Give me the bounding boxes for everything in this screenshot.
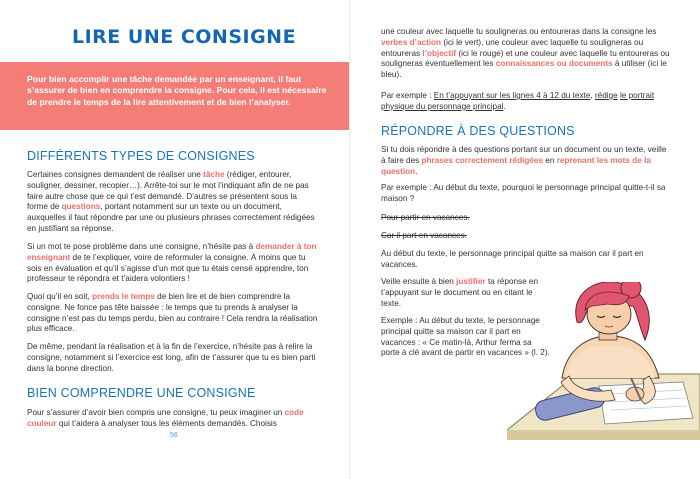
paragraph-repondre: Si tu dois répondre à des questions portant sur un document ou un texte, veille à faire des phrases correctement rédigées en reprenant les mots de la question. <box>381 145 667 176</box>
paragraph-couleurs: une couleur avec laquelle tu souligneras ou entoureras dans la consigne les verbes d’action (ici le vert), une couleur avec laquelle tu souligneras ou entoureras l’objectif (ici le rouge) et une couleur avec laquelle tu entoureras ou souligneras éventuellement les connaissances ou documents à utiliser (ici le bleu). <box>381 27 670 80</box>
highlight-prends-temps: prends le temps <box>92 292 155 301</box>
heading-types-consignes: DIFFÉRENTS TYPES DE CONSIGNES <box>27 149 255 163</box>
paragraph-types: Certaines consignes demandent de réaliser une tâche (rédiger, entourer, souligner, dessiner, recopier…). Arrête-toi sur le mot l’indiquant afin de ne pas faire autre chose que ce qui t’est demandé. D’autres se présentent sous la forme de questions, portant notamment sur un texte ou un document, auxquelles il faut répondre par une ou plusieurs phrases correctement rédigées en justifiant sa réponse. <box>27 170 315 233</box>
paragraph-code-couleur: Pour s’assurer d’avoir bien compris une consigne, tu peux imaginer un code couleur qui t’aidera à analyser tous les éléments demandés. Choisis <box>27 408 304 428</box>
good-answer: Au début du texte, le personnage principal quitte sa maison car il part en vacances. <box>381 249 644 269</box>
heading-repondre: RÉPONDRE À DES QUESTIONS <box>381 124 575 138</box>
example-citation: Exemple : Au début du texte, le personnage principal quitte sa maison car il part en vacances : « Ce matin-là, Arthur ferma sa porte à clé avant de partir en vacances » (l. 2). <box>381 316 550 358</box>
page-number-left: 56 <box>170 432 178 439</box>
highlight-questions: questions <box>61 202 101 212</box>
example-question: Par exemple : Au début du texte, pourquoi le personnage principal quitte-t-il sa maison ? <box>381 183 666 203</box>
wrong-answer-1: Pour partir en vacances. <box>381 213 470 222</box>
highlight-justifier: justifier <box>456 277 486 286</box>
paragraph-justifier: Veille ensuite à bien justifier ta réponse en t’appuyant sur le document ou en citant le texte. <box>381 277 539 308</box>
highlight-objectif: l’objectif <box>422 48 457 58</box>
heading-bien-comprendre: BIEN COMPRENDRE UNE CONSIGNE <box>27 386 256 400</box>
paragraph-prends-temps: Quoi qu’il en soit, prends le temps de bien lire et de bien comprendre la consigne. Ne fonce pas tête baissée : le temps que tu prends à analyser la consigne n’est pas du temps perdu, bien au contraire ! Cela rendra la réalisation plus efficace. <box>27 292 318 334</box>
highlight-code-couleur: code couleur <box>27 408 304 428</box>
highlight-phrases: phrases correctement rédigées <box>421 155 544 165</box>
page-title: LIRE UNE CONSIGNE <box>72 26 297 48</box>
paragraph-demander: Si un mot te pose problème dans une consigne, n’hésite pas à demander à ton enseignant de te l’expliquer, voire de reformuler la consigne. À moins que tu sois en évaluation et qu’il s’agisse d’un mot que tu étais censé apprendre, ton professeur te répondra et t’aidera volontiers ! <box>27 242 317 284</box>
wrong-answer-2: Car il part en vacances. <box>381 231 468 240</box>
girl-writing-illustration <box>507 282 700 440</box>
highlight-tache: tâche <box>203 170 225 179</box>
highlight-reprenant: reprenant les mots de la question <box>381 155 651 176</box>
intro-box: Pour bien accomplir une tâche demandée par un enseignant, il faut s’assurer de bien en comprendre la consigne. Pour cela, il est nécessaire de prendre le temps de la lire attentivement et de bien l’analyser. <box>0 62 350 130</box>
highlight-demander: demander à ton enseignant <box>27 242 317 262</box>
highlight-connaissances: connaissances ou documents <box>495 59 613 69</box>
example-portrait: Par exemple : En t’appuyant sur les lignes 4 à 12 du texte, rédige le portrait physique du personnage principal. <box>381 91 655 111</box>
highlight-verbes-action: verbes d’action <box>381 37 442 47</box>
paragraph-relire: De même, pendant la réalisation et à la fin de l’exercice, n’hésite pas à relire la consigne, notamment si l’exercice est long, afin de t’assurer que tu es bien parti dans la bonne direction. <box>27 342 316 373</box>
